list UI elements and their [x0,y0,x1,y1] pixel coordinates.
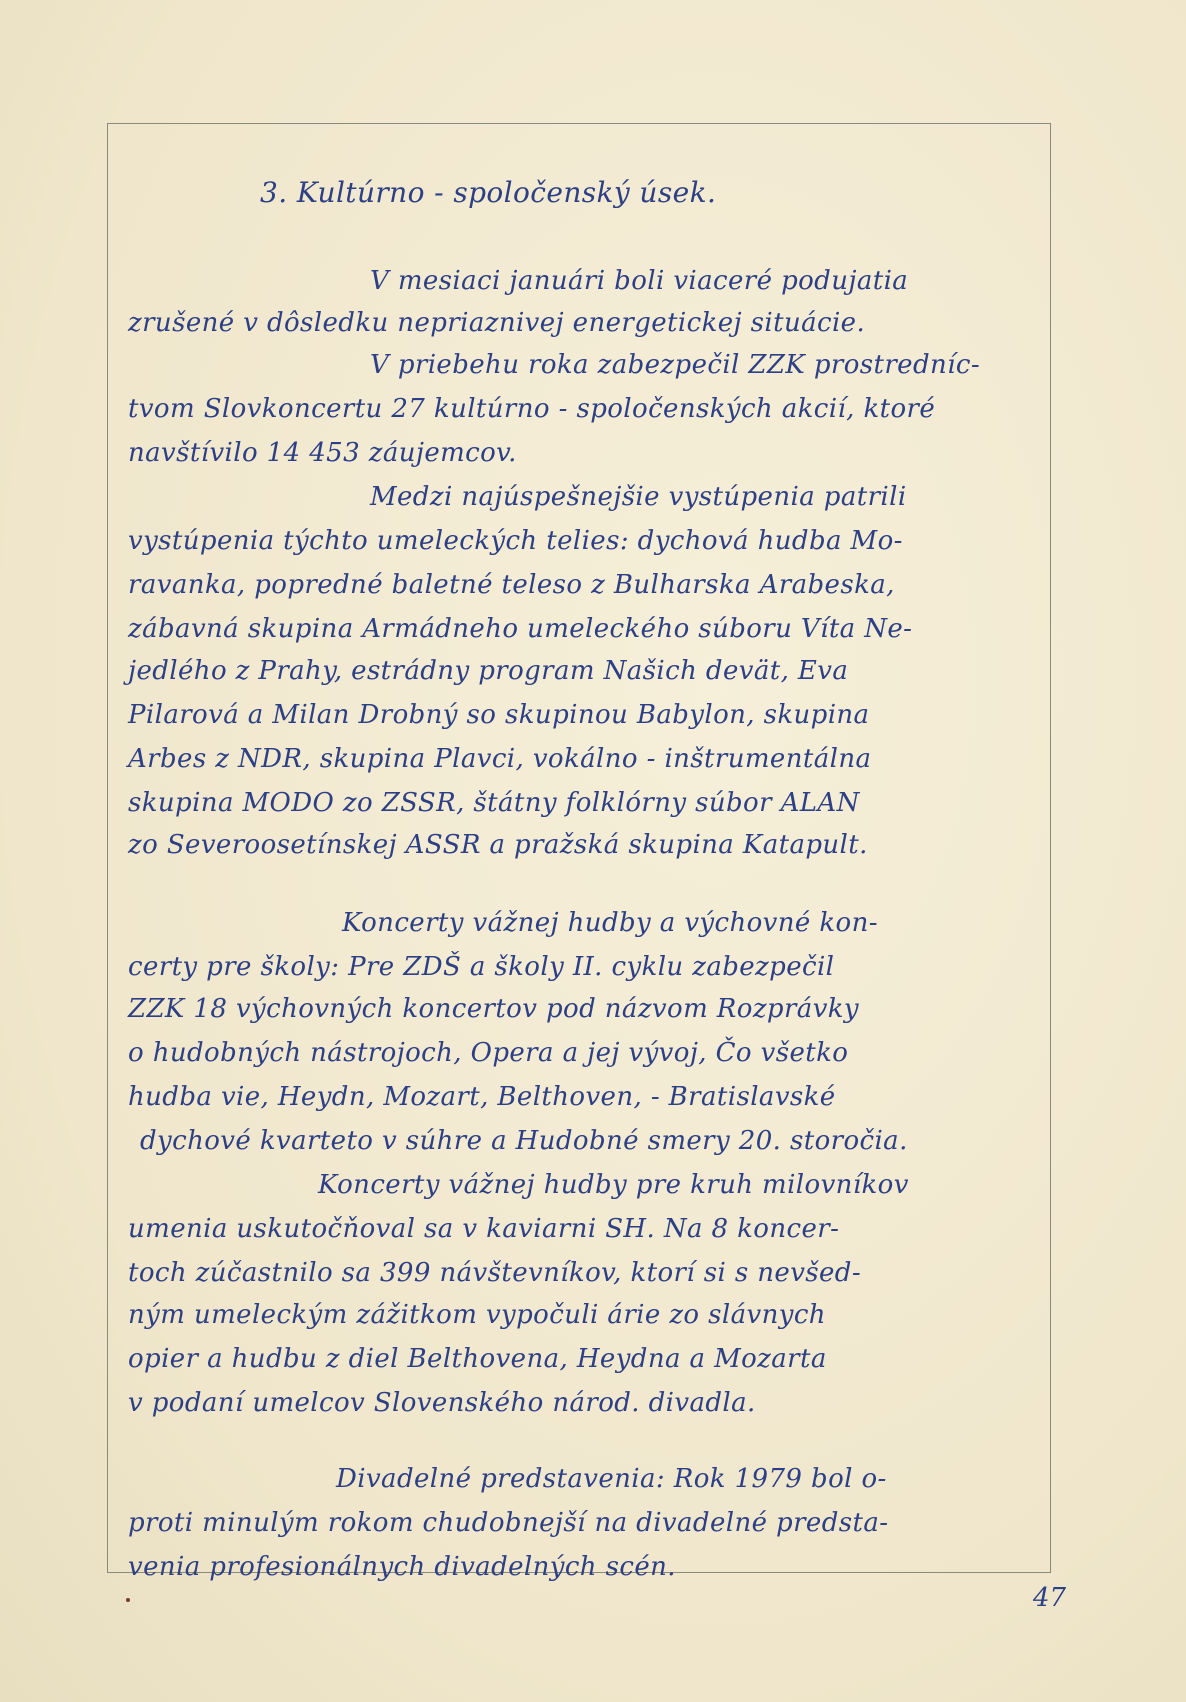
text-line: zo Severoosetínskej ASSR a pražská skupina Katapult. [128,830,868,860]
text-line: venia profesionálnych divadelných scén. [128,1552,676,1582]
text-line: v podaní umelcov Slovenského národ. divadla. [128,1388,756,1418]
text-line: Koncerty vážnej hudby pre kruh milovníkov [318,1170,909,1200]
text-line: skupina MODO zo ZSSR, štátny folklórny súbor ALAN [128,788,860,818]
section-heading: 3. Kultúrno - spoločenský úsek. [260,176,717,209]
text-line: opier a hudbu z diel Belthovena, Heydna a Mozarta [128,1344,827,1374]
text-line: Pilarová a Milan Drobný so skupinou Babylon, skupina [128,700,870,730]
text-line: ným umeleckým zážitkom vypočuli árie zo slávnych [128,1300,826,1330]
text-line: o hudobných nástrojoch, Opera a jej vývoj, Čo všetko [128,1038,849,1068]
text-line: ravanka, popredné baletné teleso z Bulharska Arabeska, [128,570,895,600]
text-line: umenia uskutočňoval sa v kaviarni SH. Na 8 koncer- [128,1214,840,1244]
text-line: tvom Slovkoncertu 27 kultúrno - spoločenských akcií, ktoré [128,394,936,424]
text-line: Divadelné predstavenia: Rok 1979 bol o- [336,1464,887,1494]
text-line: ZZK 18 výchovných koncertov pod názvom Rozprávky [128,994,860,1024]
text-line: proti minulým rokom chudobnejší na divadelné predsta- [128,1508,889,1538]
text-line: jedlého z Prahy, estrádny program Našich devät, Eva [128,656,849,686]
text-line: vystúpenia týchto umeleckých telies: dychová hudba Mo- [128,526,903,556]
text-line: Koncerty vážnej hudby a výchovné kon- [342,908,878,938]
text-line: zrušené v dôsledku nepriaznivej energetickej situácie. [128,308,866,338]
text-line: hudba vie, Heydn, Mozart, Belthoven, - Bratislavské [128,1082,836,1112]
text-line: V priebehu roka zabezpečil ZZK prostredníc- [370,350,981,380]
text-line: zábavná skupina Armádneho umeleckého súboru Víta Ne- [128,614,913,644]
page-number: 47 [1033,1583,1067,1613]
ink-dot [126,1598,130,1602]
text-line: Medzi najúspešnejšie vystúpenia patrili [370,482,907,512]
text-line: Arbes z NDR, skupina Plavci, vokálno - inštrumentálna [128,744,872,774]
text-line: certy pre školy: Pre ZDŠ a školy II. cyklu zabezpečil [128,952,835,982]
text-line: navštívilo 14 453 záujemcov. [128,438,517,468]
text-line: V mesiaci januári boli viaceré podujatia [370,266,909,296]
text-line: toch zúčastnilo sa 399 návštevníkov, ktorí si s nevšed- [128,1258,862,1288]
text-line: dychové kvarteto v súhre a Hudobné smery 20. storočia. [140,1126,908,1156]
